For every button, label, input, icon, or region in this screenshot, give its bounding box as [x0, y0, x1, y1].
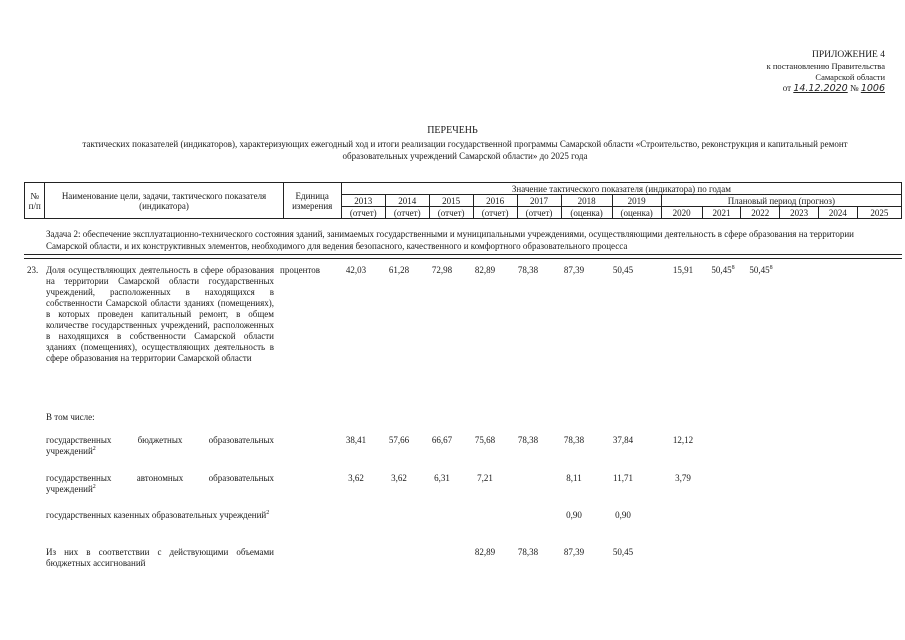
task-divider-double: [24, 258, 902, 259]
header-plan-year: 2023: [780, 207, 819, 219]
value-2018: 87,39: [563, 547, 585, 557]
header-plan-year: 2021: [702, 207, 741, 219]
footnote-mark: 8: [769, 265, 773, 271]
value-2019: 37,84: [612, 435, 634, 445]
header-year: 2014: [385, 195, 429, 207]
indicator-name: [46, 473, 274, 495]
value-2013: 38,41: [345, 435, 367, 445]
value-2021: [703, 265, 743, 275]
header-name: Наименование цели, задачи, тактического показателя (индикатора): [45, 183, 283, 219]
value-2020: 3,79: [675, 473, 691, 483]
header-year-status: (отчет): [473, 207, 517, 219]
value-2020: 12,12: [672, 435, 694, 445]
value-2022-text: 50,45: [749, 265, 770, 275]
value-2021-text: 50,45: [711, 265, 732, 275]
document-subtitle: тактических показателей (индикаторов), характеризующих ежегодный ход и итоги реализации государственной программы Самарской области «Строительство, реконструкция и капитальный ремонт образовательных учреждений Самарской области» до 2025 года: [82, 139, 848, 161]
header-year: 2018: [561, 195, 612, 207]
value-2015: 66,67: [431, 435, 453, 445]
header-year: 2019: [612, 195, 661, 207]
value-2017: 78,38: [517, 265, 539, 275]
header-num: № п/п: [25, 183, 45, 219]
footnote-mark: 8: [731, 265, 735, 271]
indicator-name: Из них в соответствии с действующими объемами бюджетных ассигнований: [46, 547, 274, 568]
task-divider: [24, 254, 902, 255]
value-2022: [741, 265, 781, 275]
header-plan-year: 2020: [661, 207, 702, 219]
header-plan-year: 2024: [819, 207, 858, 219]
value-2016: 7,21: [477, 473, 493, 483]
indicator-name: Доля осуществляющих деятельность в сфере образования на территории Самарской области государственных учреждений, расположенных в находящихся в собственности Самарской области зданиях (помещениях), в которых проведен капитальный ремонт, в общем количестве государственных учреждений, расположенных в находящихся в собственности Самарской области зданиях (помещениях), осуществляющих деятельность в сфере образования на территории Самарской области: [46, 265, 274, 363]
indicator-name-text: государственных казенных образовательных учреждений: [46, 510, 267, 520]
indicator-name-text: государственных автономных образовательных учреждений: [46, 473, 274, 494]
header-year: 2016: [473, 195, 517, 207]
row-number: 23.: [27, 265, 39, 275]
value-2014: 3,62: [391, 473, 407, 483]
header-year-status: (отчет): [341, 207, 385, 219]
header-year-status: (оценка): [561, 207, 612, 219]
header-plan-period: Плановый период (прогноз): [661, 195, 901, 207]
value-2013: 3,62: [348, 473, 364, 483]
value-2014: 57,66: [388, 435, 410, 445]
header-year: 2017: [517, 195, 561, 207]
resolution-line: к постановлению Правительства: [766, 61, 885, 71]
indicator-name-text: государственных бюджетных образовательных учреждений: [46, 435, 274, 456]
task-description: Задача 2: обеспечение эксплуатационно-технического состояния зданий, занимаемых государственными и муниципальными учреждениями, осуществляющими деятельность в сфере образования на территории Самарской области, и их конструктивных элементов, необходимого для ведения безопасного, качественного и комфортного образовательного процесса: [46, 229, 854, 251]
footnote-mark: 2: [266, 510, 270, 516]
value-2013: 42,03: [345, 265, 367, 275]
value-2018: 87,39: [563, 265, 585, 275]
value-2015: 6,31: [434, 473, 450, 483]
value-2015: 72,98: [431, 265, 453, 275]
region-line: Самарской области: [815, 72, 885, 82]
handwritten-date: 14.12.2020: [793, 83, 848, 94]
value-2018: 78,38: [563, 435, 585, 445]
header-year-status: (отчет): [429, 207, 473, 219]
handwritten-number: 1006: [860, 83, 885, 94]
number-label: №: [849, 83, 859, 93]
footnote-mark: 2: [92, 446, 96, 452]
header-year-status: (отчет): [385, 207, 429, 219]
header-values-group: Значение тактического показателя (индикатора) по годам: [341, 183, 901, 195]
date-prefix: от: [782, 83, 792, 93]
header-year: 2013: [341, 195, 385, 207]
header-year: 2015: [429, 195, 473, 207]
indicator-name: [46, 435, 274, 457]
value-2019: 0,90: [615, 510, 631, 520]
value-2017: 78,38: [517, 435, 539, 445]
value-2018: 0,90: [566, 510, 582, 520]
header-year-status: (отчет): [517, 207, 561, 219]
approval-stamp: [725, 50, 885, 94]
section-label: В том числе:: [46, 412, 95, 422]
value-2017: 78,38: [517, 547, 539, 557]
document-title: ПЕРЕЧЕНЬ: [427, 125, 478, 136]
value-2019: 50,45: [612, 547, 634, 557]
date-line: [725, 83, 885, 94]
unit-cell: процентов: [280, 265, 321, 275]
value-2016: 82,89: [474, 265, 496, 275]
header-plan-year: 2022: [741, 207, 780, 219]
header-unit: Единица измерения: [283, 183, 341, 219]
header-year-status: (оценка): [612, 207, 661, 219]
value-2019: 50,45: [612, 265, 634, 275]
value-2014: 61,28: [388, 265, 410, 275]
footnote-mark: 2: [92, 484, 96, 490]
value-2020: 15,91: [672, 265, 694, 275]
indicator-name: [46, 510, 274, 521]
appendix-label: ПРИЛОЖЕНИЕ 4: [811, 50, 885, 60]
value-2019: 11,71: [613, 473, 633, 483]
value-2016: 82,89: [474, 547, 496, 557]
indicator-table-header: [24, 182, 902, 219]
value-2018: 8,11: [566, 473, 582, 483]
header-plan-year: 2025: [857, 207, 901, 219]
value-2016: 75,68: [474, 435, 496, 445]
